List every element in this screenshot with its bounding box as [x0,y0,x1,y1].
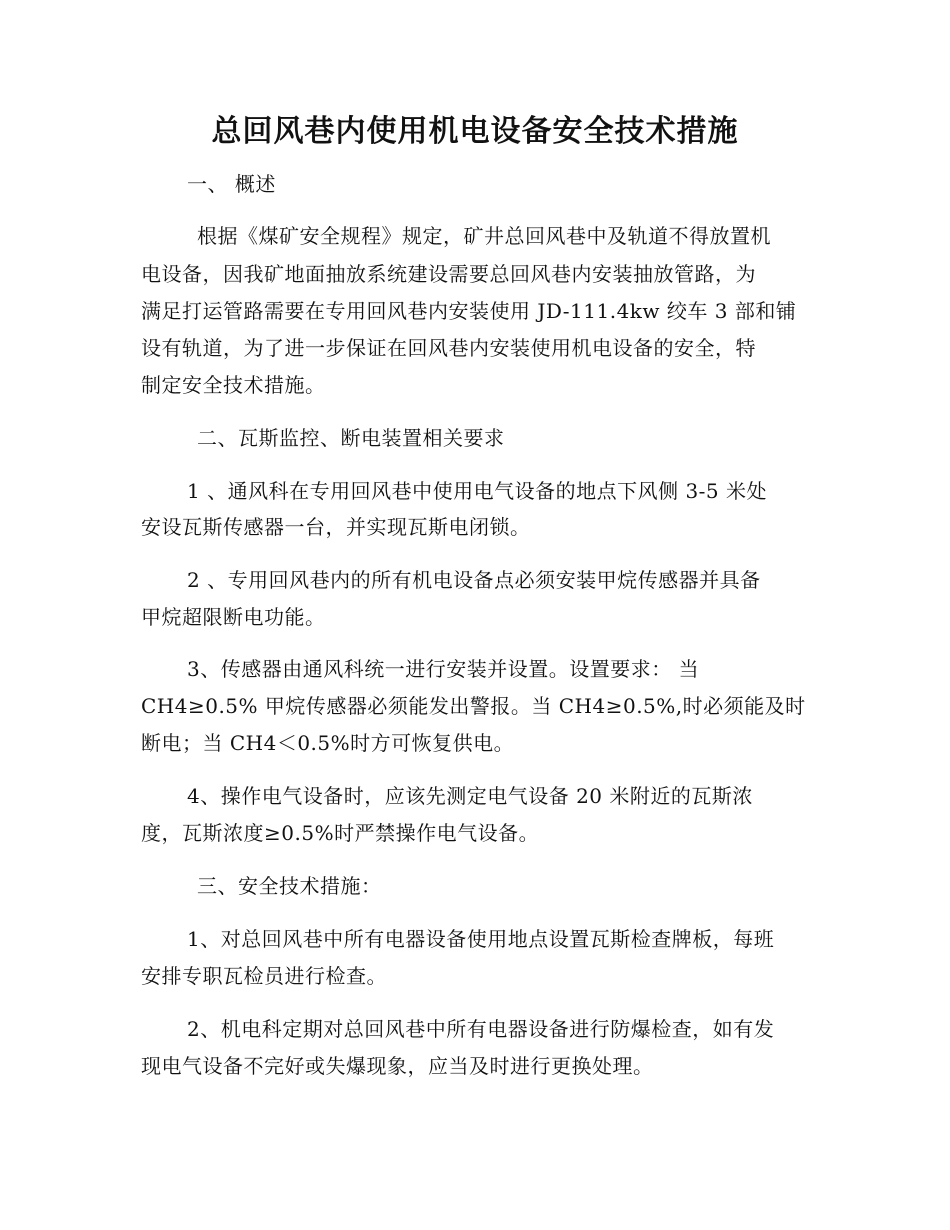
overview-line-5: 制定安全技术措施。 [141,373,326,397]
gas-item-2-line-1: 2 、专用回风巷内的所有机电设备点必须安装甲烷传感器并具备 [187,568,761,592]
gas-item-1-line-2: 安设瓦斯传感器一台，并实现瓦斯电闭锁。 [141,515,531,539]
gas-item-2-line-2: 甲烷超限断电功能。 [141,605,326,629]
gas-item-3-line-3: 断电；当 CH4＜0.5%时方可恢复供电。 [141,731,515,755]
section-heading-safety: 三、安全技术措施： [197,874,382,898]
section-heading-overview: 一、 概述 [187,172,276,196]
safety-item-1-line-2: 安排专职瓦检员进行检查。 [141,964,387,988]
safety-item-2-line-2: 现电气设备不完好或失爆现象，应当及时进行更换处理。 [141,1054,654,1078]
gas-item-3-line-2: CH4≥0.5% 甲烷传感器必须能发出警报。当 CH4≥0.5%,时必须能及时 [141,694,806,718]
overview-line-1: 根据《煤矿安全规程》规定，矿井总回风巷中及轨道不得放置机 [197,224,771,248]
gas-item-1-line-1: 1 、通风科在专用回风巷中使用电气设备的地点下风侧 3-5 米处 [187,479,768,503]
safety-item-1-line-1: 1、对总回风巷中所有电器设备使用地点设置瓦斯检查牌板，每班 [187,927,775,951]
gas-item-4-line-2: 度，瓦斯浓度≥0.5%时严禁操作电气设备。 [141,821,540,845]
gas-item-3-line-1: 3、传感器由通风科统一进行安装并设置。设置要求： 当 [187,657,700,681]
document-title: 总回风巷内使用机电设备安全技术措施 [211,114,739,149]
overview-line-4: 设有轨道，为了进一步保证在回风巷内安装使用机电设备的安全，特 [141,336,756,360]
safety-item-2-line-1: 2、机电科定期对总回风巷中所有电器设备进行防爆检查，如有发 [187,1017,775,1041]
gas-item-4-line-1: 4、操作电气设备时，应该先测定电气设备 20 米附近的瓦斯浓 [187,784,753,808]
section-heading-gas: 二、瓦斯监控、断电装置相关要求 [197,426,505,450]
overview-line-3: 满足打运管路需要在专用回风巷内安装使用 JD-111.4kw 绞车 3 部和铺 [141,299,797,323]
overview-line-2: 电设备，因我矿地面抽放系统建设需要总回风巷内安装抽放管路，为 [141,262,756,286]
